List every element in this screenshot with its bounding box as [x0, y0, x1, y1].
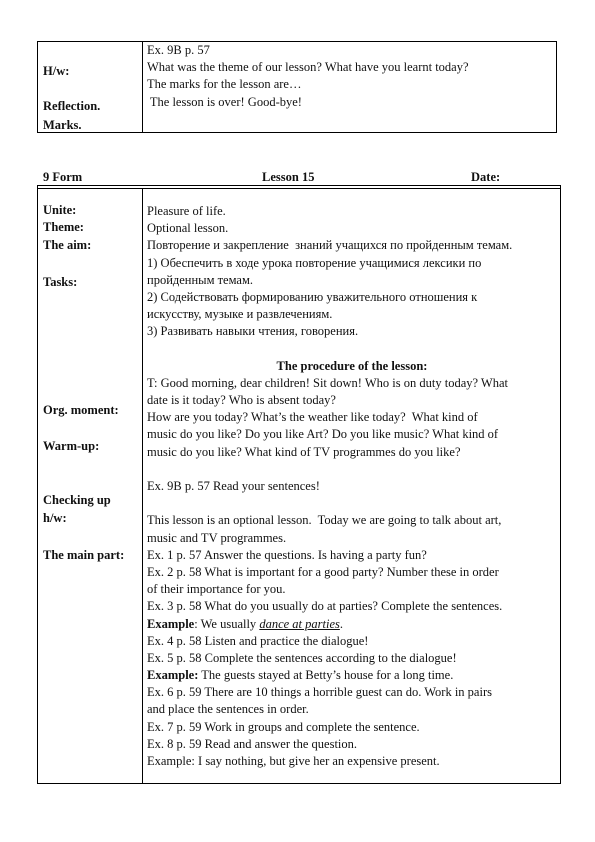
example-line: [147, 667, 557, 684]
top-table-content: [147, 42, 469, 111]
hw-label: H/w:: [43, 64, 70, 78]
text-line: Ex. 9B p. 57: [147, 43, 210, 57]
text-line: This lesson is an optional lesson. Today we are going to talk about art,: [147, 513, 502, 528]
text-line: music and TV programmes.: [147, 530, 287, 545]
aim-label: The aim:: [43, 238, 92, 252]
text-line: How are you today? What’s the weather like today? What kind of: [147, 410, 478, 425]
lesson-content: [147, 203, 557, 770]
example-line: [147, 616, 557, 633]
example-end: .: [339, 616, 343, 631]
tasks-label: Tasks:: [43, 275, 78, 289]
text-line: Ex. 9B p. 57 Read your sentences!: [147, 479, 320, 493]
text-line: The lesson is over! Good-bye!: [147, 94, 302, 109]
text-line: music do you like? Do you like Art? Do you like music? What kind of: [147, 427, 499, 442]
main-part-label: The main part:: [43, 548, 125, 562]
marks-label: Marks.: [43, 118, 82, 132]
example-underlined: dance at parties: [259, 616, 340, 631]
warmup-label: Warm-up:: [43, 439, 100, 453]
column-divider: [142, 189, 143, 783]
text-line: 2) Содействовать формированию уважительного отношения к: [147, 289, 478, 304]
text-line: искусству, музыке и развлечениям.: [147, 307, 333, 322]
text-line: and place the sentences in order.: [147, 702, 309, 717]
text-line: Pleasure of life.: [147, 204, 226, 218]
text-line: of their importance for you.: [147, 582, 286, 597]
example-text: The guests stayed at Betty’s house for a long time.: [198, 668, 454, 683]
procedure-title: The procedure of the lesson:: [276, 358, 428, 373]
text-line: пройденным темам.: [147, 272, 254, 287]
text-line: What was the theme of our lesson? What have you learnt today?: [147, 60, 469, 75]
text-line: Ex. 8 p. 59 Read and answer the question.: [147, 736, 358, 751]
example-text: : We usually: [194, 616, 260, 631]
text-line: music do you like? What kind of TV programmes do you like?: [147, 444, 461, 459]
text-line: Example: I say nothing, but give her an expensive present.: [147, 754, 440, 768]
text-line: 1) Обеспечить в ходе урока повторение учащимися лексики по: [147, 255, 482, 270]
blank-line: [147, 495, 557, 512]
blank-line: [147, 341, 557, 358]
text-line: date is it today? Who is absent today?: [147, 393, 336, 408]
example-label: Example:: [147, 668, 199, 683]
text-line: Ex. 2 p. 58 What is important for a good party? Number these in order: [147, 564, 499, 579]
lesson-label: Lesson 15: [262, 170, 315, 184]
text-line: T: Good morning, dear children! Sit down! Who is on duty today? What: [147, 375, 509, 390]
text-line: Optional lesson.: [147, 221, 229, 236]
text-line: Ex. 7 p. 59 Work in groups and complete the sentence.: [147, 719, 420, 734]
theme-label: Theme:: [43, 220, 84, 234]
org-moment-label: Org. moment:: [43, 403, 119, 417]
checking-hw-label: h/w:: [43, 511, 67, 525]
example-label: Example: [147, 616, 195, 631]
text-line: 3) Развивать навыки чтения, говорения.: [147, 324, 359, 339]
blank-line: [147, 461, 557, 478]
text-line: Ex. 5 p. 58 Complete the sentences according to the dialogue!: [147, 650, 457, 665]
text-line: Повторение и закрепление знаний учащихся по пройденным темам.: [147, 238, 513, 253]
column-divider: [142, 42, 143, 132]
form-label: 9 Form: [43, 170, 83, 184]
header-divider: [38, 188, 560, 189]
date-label: Date:: [471, 170, 501, 184]
text-line: Ex. 1 p. 57 Answer the questions. Is having a party fun?: [147, 547, 427, 562]
text-line: The marks for the lesson are…: [147, 77, 302, 92]
reflection-label: Reflection.: [43, 99, 101, 113]
text-line: Ex. 6 p. 59 There are 10 things a horrible guest can do. Work in pairs: [147, 685, 492, 700]
checking-up-label: Checking up: [43, 493, 111, 507]
text-line: Ex. 4 p. 58 Listen and practice the dialogue!: [147, 633, 369, 648]
text-line: Ex. 3 p. 58 What do you usually do at parties? Complete the sentences.: [147, 599, 503, 614]
unite-label: Unite:: [43, 203, 77, 217]
